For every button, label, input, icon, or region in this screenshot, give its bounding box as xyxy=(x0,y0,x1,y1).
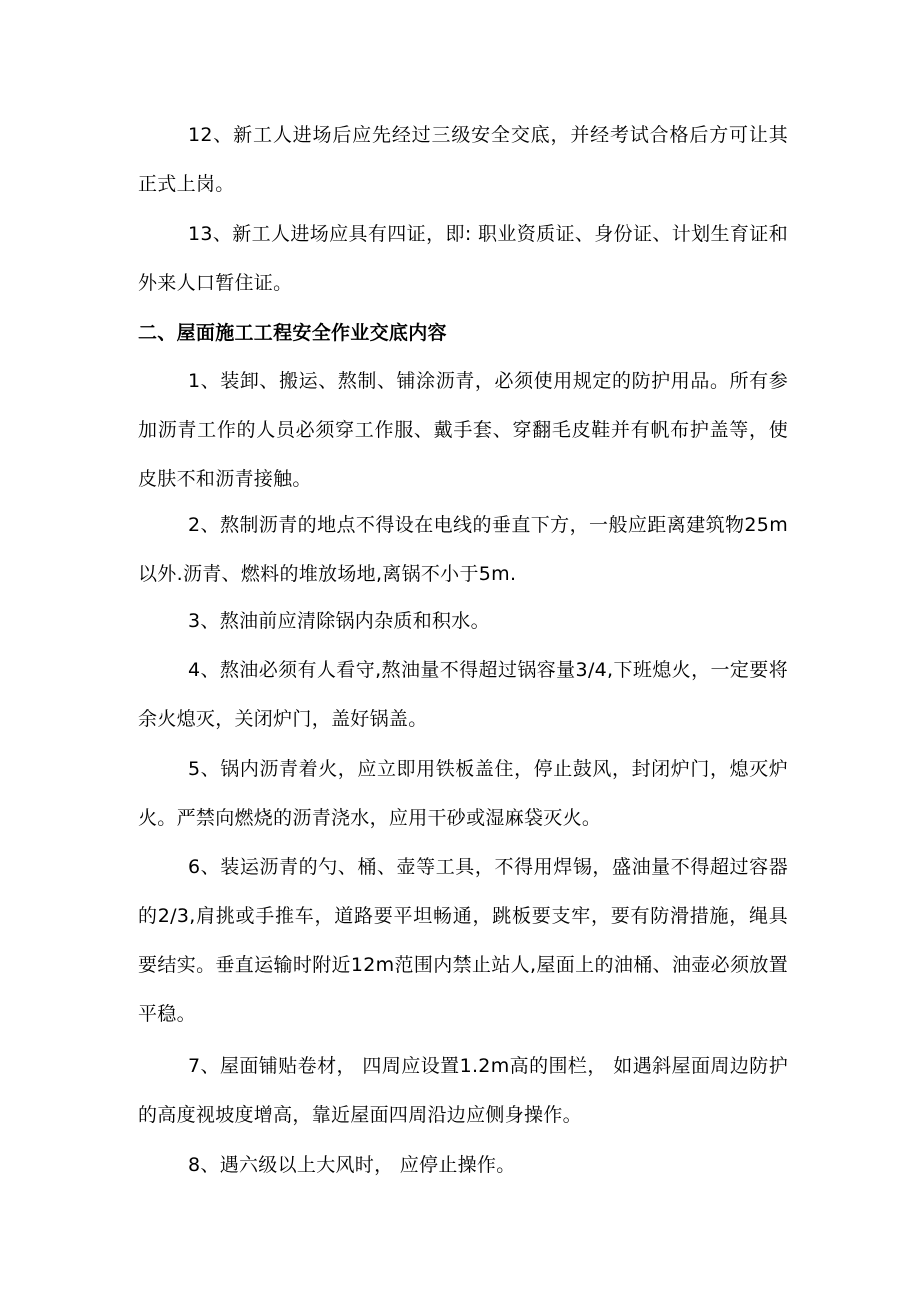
paragraph-item-2: 2、熬制沥青的地点不得设在电线的垂直下方，一般应距离建筑物25m以外.沥青、燃料的堆放场地,离锅不小于5m. xyxy=(138,514,788,585)
paragraph-item-3: 3、熬油前应清除锅内杂质和积水。 xyxy=(188,610,490,632)
paragraph-item-5: 5、锅内沥青着火，应立即用铁板盖住，停止鼓风，封闭炉门，熄灭炉火。严禁向燃烧的沥青浇水，应用干砂或湿麻袋灭火。 xyxy=(138,758,788,829)
section-heading: 二、屋面施工工程安全作业交底内容 xyxy=(138,322,447,344)
paragraph-item-8: 8、遇六级以上大风时， 应停止操作。 xyxy=(188,1154,516,1176)
paragraph-item-6: 6、装运沥青的勺、桶、壶等工具，不得用焊锡，盛油量不得超过容器的2/3,肩挑或手推车，道路要平坦畅通，跳板要支牢，要有防滑措施，绳具要结实。垂直运输时附近12m范围内禁止站人,屋面上的油桶、油壶必须放置平稳。 xyxy=(138,856,788,1025)
paragraph-item-13: 13、新工人进场应具有四证，即: 职业资质证、身份证、计划生育证和外来人口暂住证。 xyxy=(138,223,788,294)
paragraph-item-7: 7、屋面铺贴卷材， 四周应设置1.2m高的围栏， 如遇斜屋面周边防护的高度视坡度增高，靠近屋面四周沿边应侧身操作。 xyxy=(138,1055,788,1126)
paragraph-item-12: 12、新工人进场后应先经过三级安全交底，并经考试合格后方可让其正式上岗。 xyxy=(138,124,788,195)
paragraph-item-4: 4、熬油必须有人看守,熬油量不得超过锅容量3/4,下班熄火，一定要将余火熄灭，关闭炉门，盖好锅盖。 xyxy=(138,659,788,730)
paragraph-item-1: 1、装卸、搬运、熬制、铺涂沥青，必须使用规定的防护用品。所有参加沥青工作的人员必须穿工作服、戴手套、穿翻毛皮鞋并有帆布护盖等，使皮肤不和沥青接触。 xyxy=(138,370,788,490)
